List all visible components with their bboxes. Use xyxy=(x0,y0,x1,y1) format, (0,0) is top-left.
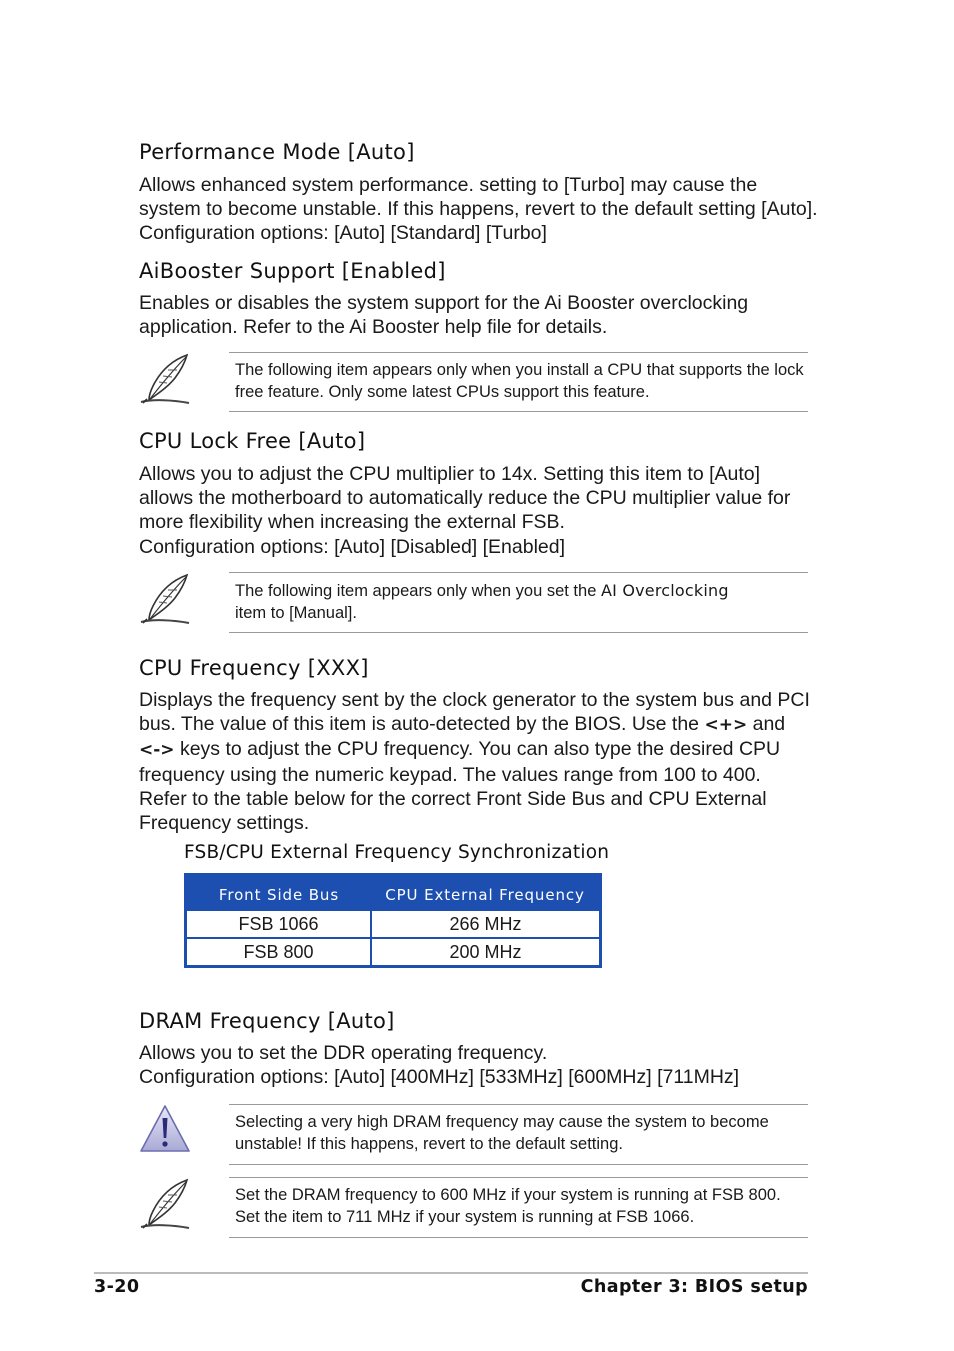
body-cpu-frequency-part3: keys to adjust the CPU frequency. You can also type the desired CPU frequency using the numeric keypad. The values range from 100 to 400. Refer to the table below for the correct Front Side Bus and CPU External Frequency settings. xyxy=(139,738,781,835)
note-lock-free-text: The following item appears only when you install a CPU that supports the lock free feature. Only some latest CPUs support this feature. xyxy=(235,361,804,401)
note-overclocking xyxy=(229,572,808,633)
body-cpu-frequency-part1: Displays the frequency sent by the clock generator to the system bus and PCI bus. The value of this item is auto-detected by the BIOS. Use the xyxy=(139,689,810,736)
table-header-cpu-external: CPU External Frequency xyxy=(385,885,585,904)
heading-performance-mode: Performance Mode [Auto] xyxy=(139,140,415,164)
body-dram-frequency xyxy=(139,1041,819,1089)
table-header-fsb: Front Side Bus xyxy=(218,885,340,904)
table-cell: 266 MHz xyxy=(371,910,601,938)
feather-pen-icon xyxy=(137,1177,193,1231)
table-row xyxy=(186,938,601,967)
heading-cpu-frequency: CPU Frequency [XXX] xyxy=(139,656,369,680)
fsb-frequency-table xyxy=(184,873,602,968)
table-caption: FSB/CPU External Frequency Synchronization xyxy=(184,842,610,863)
body-performance-mode: Allows enhanced system performance. setting to [Turbo] may cause the system to become unstable. If this happens, revert to the default setting [Auto]. Configuration options: [Auto] [Standard] [Turbo] xyxy=(139,174,818,245)
body-dram-frequency-line1: Allows you to set the DDR operating frequency. xyxy=(139,1042,548,1064)
body-aibooster-support: Enables or disables the system support for the Ai Booster overclocking application. Refer to the Ai Booster help file for details. xyxy=(139,292,749,339)
note-overclocking-suffix: item to [Manual]. xyxy=(235,603,357,622)
heading-aibooster-support: AiBooster Support [Enabled] xyxy=(139,259,446,283)
body-cpu-lock-free-line2: Configuration options: [Auto] [Disabled] [Enabled] xyxy=(139,535,566,558)
chapter-title: Chapter 3: BIOS setup xyxy=(580,1277,808,1297)
key-minus: <-> xyxy=(139,740,175,761)
table-cell: 200 MHz xyxy=(371,938,601,967)
note-dram-frequency xyxy=(229,1177,808,1238)
note-dram-frequency-text: Set the DRAM frequency to 600 MHz if your system is running at FSB 800. Set the item to 711 MHz if your system is running at FSB 1066. xyxy=(235,1186,781,1226)
note-overclocking-text xyxy=(229,573,808,624)
table-header-row xyxy=(186,875,601,911)
body-cpu-frequency-part2: and xyxy=(747,713,786,736)
warning-triangle-icon xyxy=(138,1103,192,1155)
body-cpu-frequency xyxy=(139,688,811,835)
note-dram-warning-text: Selecting a very high DRAM frequency may cause the system to become unstable! If this happens, revert to the default setting. xyxy=(235,1113,769,1153)
note-dram-warning xyxy=(229,1104,808,1165)
table-cell: FSB 1066 xyxy=(186,910,372,938)
body-cpu-lock-free xyxy=(139,462,819,559)
footer-divider xyxy=(94,1272,808,1274)
feather-pen-icon xyxy=(137,572,193,626)
heading-cpu-lock-free: CPU Lock Free [Auto] xyxy=(139,429,366,453)
key-plus: <+> xyxy=(704,715,748,736)
body-dram-frequency-line2: Configuration options: [Auto] [400MHz] [533MHz] [600MHz] [711MHz] xyxy=(139,1066,740,1089)
page-number: 3-20 xyxy=(94,1277,140,1297)
note-overclocking-prefix: The following item appears only when you set the xyxy=(235,582,601,600)
body-cpu-lock-free-line1: Allows you to adjust the CPU multiplier to 14x. Setting this item to [Auto] allows the motherboard to automatically reduce the CPU multiplier value for more flexibility when increasing the external FSB. xyxy=(139,463,791,534)
note-lock-free xyxy=(229,352,808,412)
table-row xyxy=(186,910,601,938)
heading-dram-frequency: DRAM Frequency [Auto] xyxy=(139,1009,395,1033)
ai-overclocking-item: AI Overclocking xyxy=(600,581,729,600)
table-cell: FSB 800 xyxy=(186,938,372,967)
feather-pen-icon xyxy=(137,352,193,406)
